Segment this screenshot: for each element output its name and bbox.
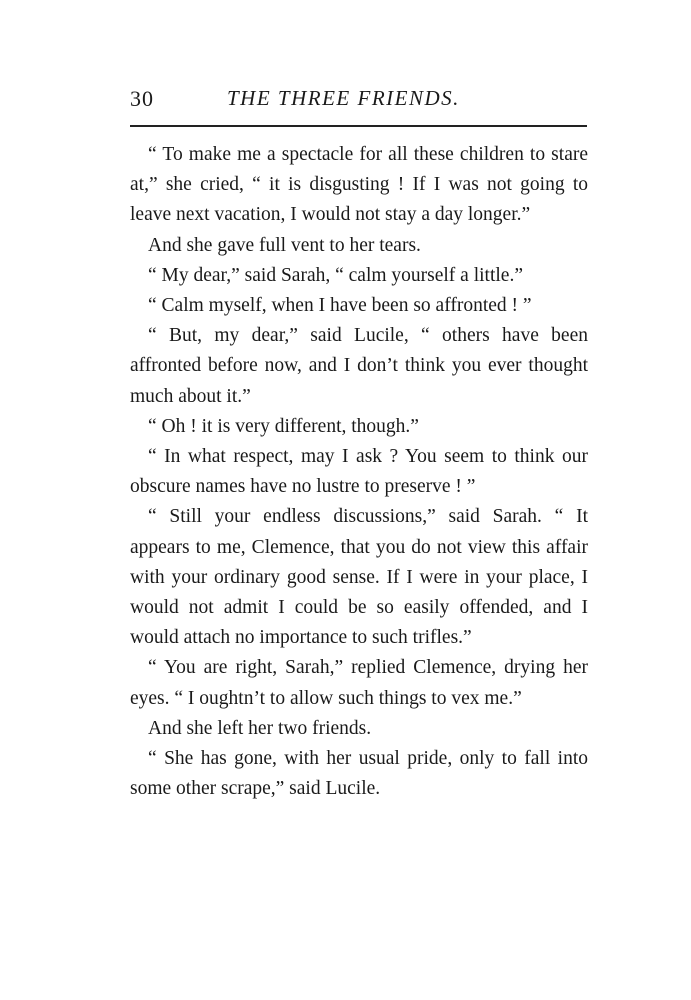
paragraph: “ You are right, Sarah,” replied Clemence, drying her eyes. “ I oughtn’t to allow such things to vex me.” xyxy=(130,657,588,709)
page-number: 30 xyxy=(130,86,154,111)
body-text xyxy=(130,140,588,804)
running-head xyxy=(130,82,587,112)
header-rule xyxy=(130,125,587,127)
paragraph: And she left her two friends. xyxy=(148,717,372,739)
paragraph: “ Oh ! it is very different, though.” xyxy=(148,415,419,437)
running-title: THE THREE FRIENDS. xyxy=(227,86,460,110)
paragraph: “ Calm myself, when I have been so affronted ! ” xyxy=(148,295,532,317)
paragraph: “ My dear,” said Sarah, “ calm yourself a little.” xyxy=(148,264,523,286)
paragraph: “ To make me a spectacle for all these children to stare at,” she cried, “ it is disgusting ! If I was not going to leave next vacation, I would not stay a day longer.” xyxy=(130,144,588,226)
paragraph: “ She has gone, with her usual pride, only to fall into some other scrape,” said Lucile. xyxy=(130,748,588,800)
paragraph: “ Still your endless discussions,” said Sarah. “ It appears to me, Clemence, that you do not view this affair with your ordinary good sense. If I were in your place, I would not admit I could be so easily offended, and I would attach no importance to such trifles.” xyxy=(130,506,588,649)
paragraph: “ In what respect, may I ask ? You seem to think our obscure names have no lustre to preserve ! ” xyxy=(130,446,588,498)
paragraph: “ But, my dear,” said Lucile, “ others have been affronted before now, and I don’t think you ever thought much about it.” xyxy=(130,325,588,407)
paragraph: And she gave full vent to her tears. xyxy=(148,234,421,256)
